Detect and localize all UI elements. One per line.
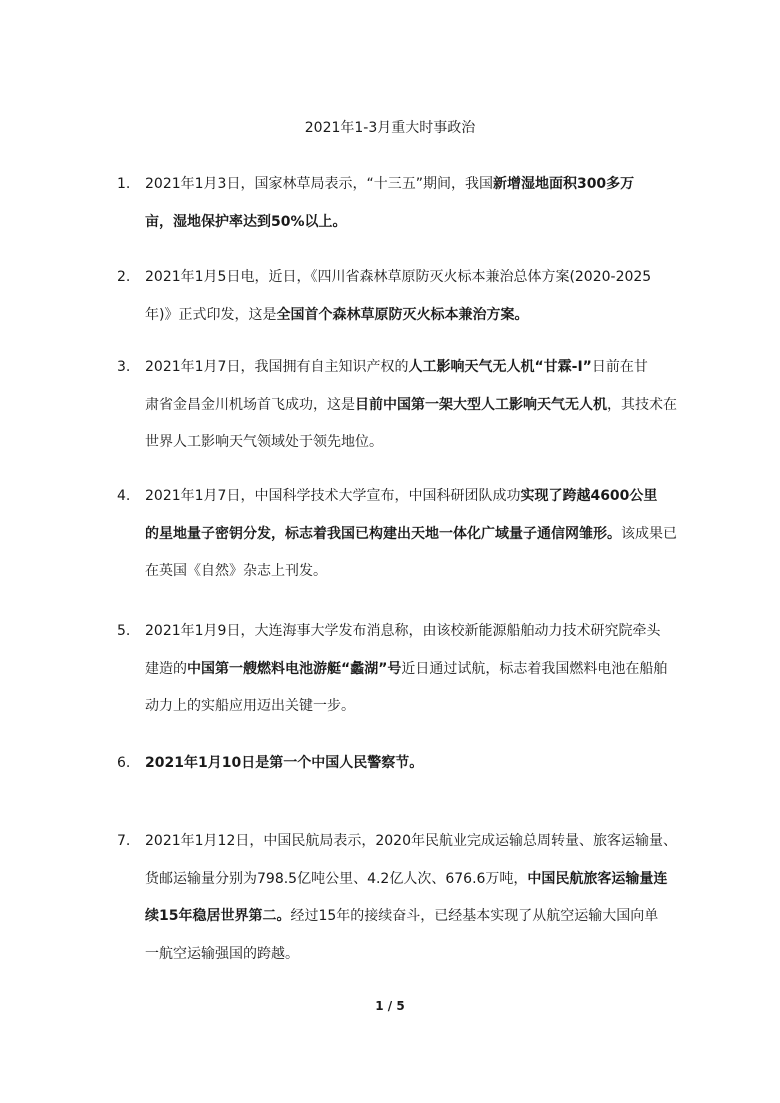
bold-text: 实现了跨越4600公里 — [520, 488, 658, 504]
text-segment: 2021年1月3日，国家林草局表示，“十三五”期间，我国 — [145, 176, 493, 192]
text-segment: 动力上的实船应用迈出关键一步。 — [145, 698, 355, 714]
text-line — [145, 688, 665, 726]
text-line — [145, 259, 665, 297]
item-number: 6. — [117, 755, 131, 771]
text-line — [145, 898, 665, 936]
item-text — [145, 823, 677, 973]
item-text — [145, 259, 665, 334]
bold-text: 中国民航旅客运输量连 — [527, 870, 668, 887]
bold-text: 2021年1月10日是第一个中国人民警察节。 — [145, 755, 424, 771]
text-segment: 货邮运输量分别为798.5亿吨公里、4.2亿人次、676.6万吨， — [145, 870, 528, 887]
bold-text: 亩，湿地保护率达到50%以上。 — [145, 213, 347, 230]
text-line — [145, 745, 665, 783]
bold-text: 续15年稳居世界第二。 — [145, 908, 291, 924]
bold-text: 中国第一艘燃料电池游艇“蠡湖”号 — [187, 660, 402, 677]
item-text — [145, 478, 677, 591]
item-number: 1. — [117, 176, 131, 192]
text-segment: 2021年1月9日，大连海事大学发布消息称，由该校新能源船舶动力技术研究院牵头 — [145, 623, 661, 639]
text-line — [145, 823, 677, 861]
item-number: 2. — [117, 269, 131, 285]
text-line — [145, 297, 665, 335]
text-segment: 该成果已 — [621, 525, 677, 542]
text-segment: 日前在甘 — [591, 359, 648, 375]
text-segment: 建造的 — [145, 660, 187, 677]
text-line — [145, 387, 677, 425]
text-segment: 年)》正式印发，这是 — [145, 306, 277, 323]
item-text — [145, 349, 677, 462]
text-line — [145, 516, 677, 554]
text-segment: 在英国《自然》杂志上刊发。 — [145, 563, 327, 579]
text-line — [145, 553, 665, 591]
text-segment: 2021年1月5日电，近日，《四川省森林草原防灭火标本兼治总体方案(2020-2025 — [145, 269, 652, 285]
item-number: 5. — [117, 623, 131, 639]
text-segment: 2021年1月12日，中国民航局表示，2020年民航业完成运输总周转量、旅客运输量、 — [145, 833, 677, 849]
page-number: 1 / 5 — [375, 999, 405, 1013]
item-number: 3. — [117, 359, 131, 375]
text-segment: 世界人工影响天气领域处于领先地位。 — [145, 434, 383, 450]
text-segment: 近日通过试航，标志着我国燃料电池在船舶 — [401, 660, 668, 677]
item-number: 4. — [117, 488, 131, 504]
text-segment: 2021年1月7日，我国拥有自主知识产权的 — [145, 359, 409, 375]
bold-text: 人工影响天气无人机“甘霖-I” — [408, 359, 592, 375]
text-line — [145, 651, 668, 689]
bold-text: 全国首个森林草原防灭火标本兼治方案。 — [276, 306, 529, 323]
text-segment: 肃省金昌金川机场首飞成功，这是 — [145, 396, 355, 413]
text-line — [145, 349, 665, 387]
text-line — [145, 861, 668, 899]
text-segment: 经过15年的接续奋斗，已经基本实现了从航空运输大国向单 — [290, 908, 659, 924]
text-line — [145, 424, 665, 462]
text-segment: 2021年1月7日，中国科学技术大学宣布，中国科研团队成功 — [145, 488, 521, 504]
text-segment: ，其技术在 — [607, 396, 677, 413]
text-line — [145, 936, 665, 974]
item-text — [145, 613, 668, 726]
item-text — [145, 166, 665, 241]
text-line — [145, 166, 665, 204]
bold-text: 的星地量子密钥分发，标志着我国已构建出天地一体化广域量子通信网雏形。 — [145, 525, 621, 542]
bold-text: 目前中国第一架大型人工影响天气无人机 — [355, 396, 607, 413]
item-number: 7. — [117, 833, 131, 849]
text-segment: 一航空运输强国的跨越。 — [145, 945, 299, 962]
item-text — [145, 745, 665, 783]
bold-text: 新增湿地面积300多万 — [492, 176, 635, 192]
text-line — [145, 204, 665, 242]
text-line — [145, 478, 665, 516]
page-title: 2021年1-3月重大时事政治 — [304, 120, 476, 136]
text-line — [145, 613, 665, 651]
